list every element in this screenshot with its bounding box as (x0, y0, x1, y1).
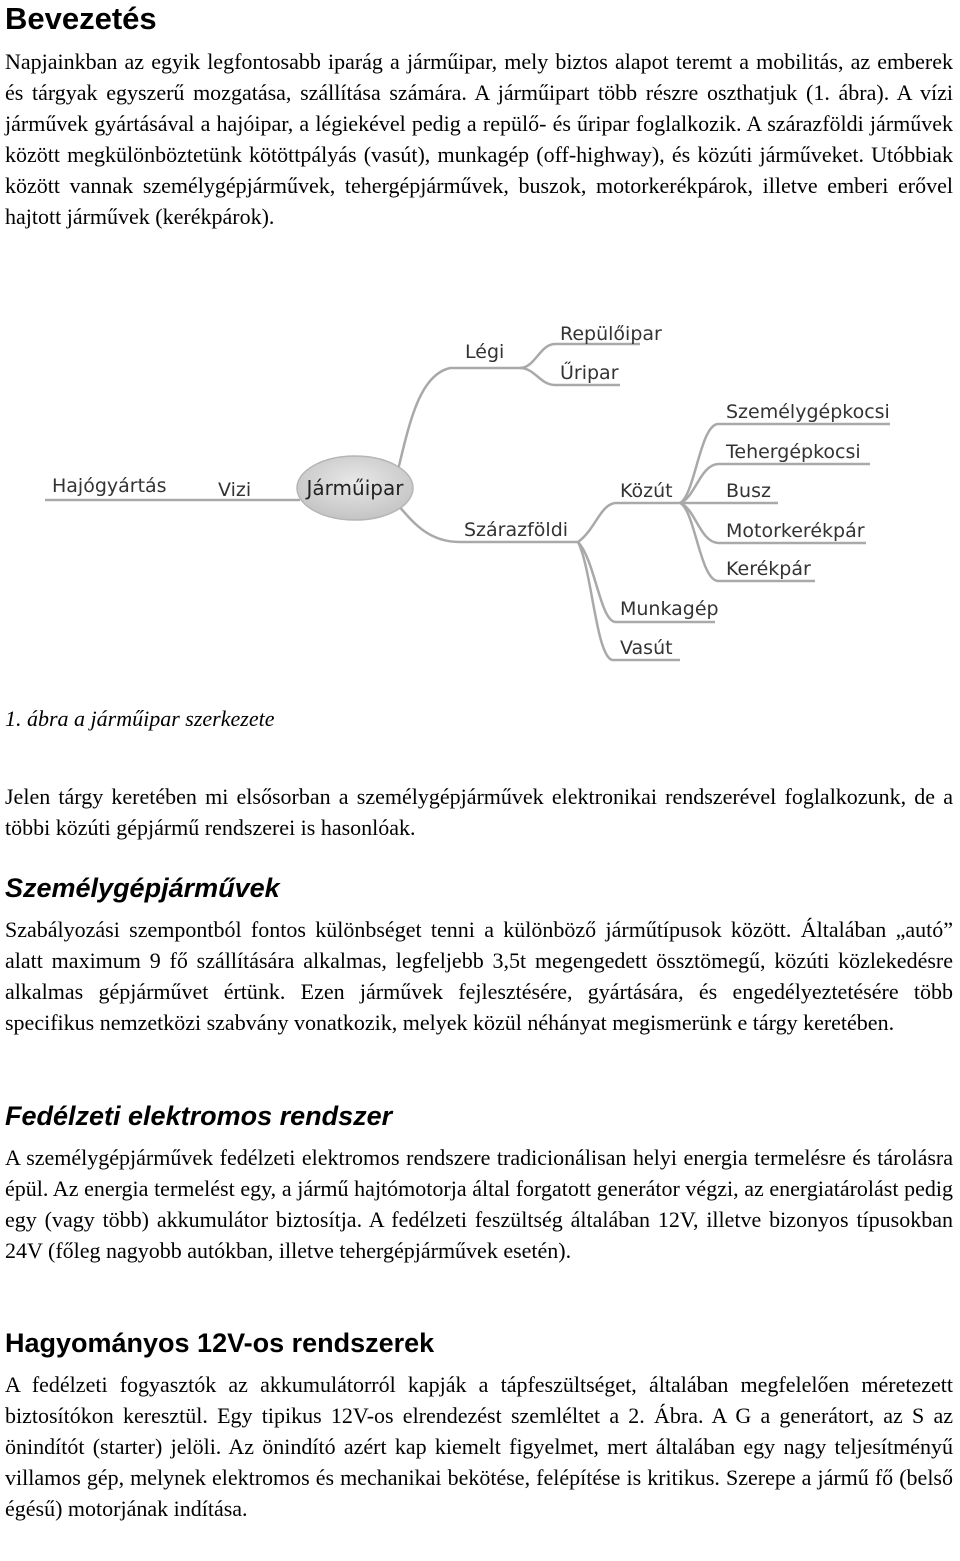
node-vasut: Vasút (620, 637, 673, 659)
node-kozut: Közút (620, 480, 673, 502)
node-szarazfoldi: Szárazföldi (464, 519, 569, 541)
mind-map-svg (0, 300, 960, 680)
diagram-connectors (45, 344, 890, 660)
node-motorkerekpar: Motorkerékpár (726, 520, 865, 542)
intro-section (5, 0, 953, 232)
heading-szemelygepjarmuvek: Személygépjárművek (5, 873, 280, 903)
after-figure-section (5, 781, 953, 843)
szemelygep-paragraph: Szabályozási szempontból fontos különbséget tenni a különböző járműtípusok között. Általában „autó” alatt maximum 9 fő szállítására alkalmas, legfeljebb 3,5t megengedett össztömegű, közúti közlekedésre alkalmas gépjárművet értünk. Ezen járművek fejlesztésére, gyártására, és engedélyeztetésére több specifikus nemzetközi szabvány vonatkozik, melyek közül néhányat megismerünk e tárgy keretében. (5, 917, 953, 1035)
heading-hagyomanyos: Hagyományos 12V-os rendszerek (5, 1328, 435, 1358)
heading-bevezetes: Bevezetés (5, 1, 157, 36)
hagyomanyos-paragraph: A fedélzeti fogyasztók az akkumulátorról kapják a tápfeszültséget, általában megfelelően méretezett biztosítókon keresztül. Egy tipikus 12V-os elrendezést szemléltet a 2. Ábra. A G a generátort, az S az önindítót (starter) jelöli. Az önindító azért kap kiemelt figyelmet, mert általában egy nagy teljesítményű villamos gép, melynek elektromos és mechanikai bekötése, felépítése is kritikus. Szerepe a jármű fő (belső égésű) motorjának indítása. (5, 1372, 953, 1521)
node-repuloipar: Repülőipar (560, 323, 662, 345)
node-szemelygepkocsi: Személygépkocsi (726, 401, 890, 423)
heading-fedelzeti: Fedélzeti elektromos rendszer (5, 1101, 393, 1131)
after-figure-paragraph: Jelen tárgy keretében mi elsősorban a személygépjárművek elektronikai rendszerével foglalkozunk, de a többi közúti gépjármű rendszerei is hasonlóak. (5, 784, 953, 840)
fedelzeti-section (5, 1100, 953, 1266)
node-tehergepkocsi: Tehergépkocsi (726, 441, 861, 463)
node-jarmuipar: Járműipar (306, 476, 404, 500)
figure-caption: 1. ábra a járműipar szerkezete (5, 706, 275, 731)
node-vizi: Vizi (218, 479, 252, 501)
figure-caption-block (5, 704, 953, 734)
fedelzeti-paragraph: A személygépjárművek fedélzeti elektromos rendszere tradicionálisan helyi energia termelésre és tárolásra épül. Az energia termelést egy, a jármű hajtómotorja által forgatott generátor végzi, az energiatárolást pedig egy (vagy több) akkumulátor biztosítja. A fedélzeti feszültség általában 12V, illetve bizonyos típusokban 24V (főleg nagyobb autókban, illetve tehergépjárművek esetén). (5, 1145, 953, 1263)
node-munkagep: Munkagép (620, 598, 719, 620)
hagyomanyos-section (5, 1327, 953, 1524)
node-busz: Busz (726, 480, 771, 502)
node-hajogyartas: Hajógyártás (52, 475, 167, 497)
node-kerekpar: Kerékpár (726, 558, 811, 580)
node-legi: Légi (465, 341, 505, 363)
intro-paragraph: Napjainkban az egyik legfontosabb iparág a járműipar, mely biztos alapot teremt a mobilitás, az emberek és tárgyak egyszerű mozgatása, szállítása számára. A járműipart több részre oszthatjuk (1. ábra). A vízi járművek gyártásával a hajóipar, a légiekével pedig a repülő- és űripar foglalkozik. A szárazföldi járművek között megkülönböztetünk kötöttpályás (vasút), munkagép (off-highway), és közúti járműveket. Utóbbiak között vannak személygépjárművek, tehergépjárművek, buszok, motorkerékpárok, illetve emberi erővel hajtott járművek (kerékpárok). (5, 49, 953, 229)
szemelygep-section (5, 872, 953, 1038)
node-uripar: Űripar (560, 362, 619, 384)
vehicle-industry-diagram (0, 300, 960, 680)
